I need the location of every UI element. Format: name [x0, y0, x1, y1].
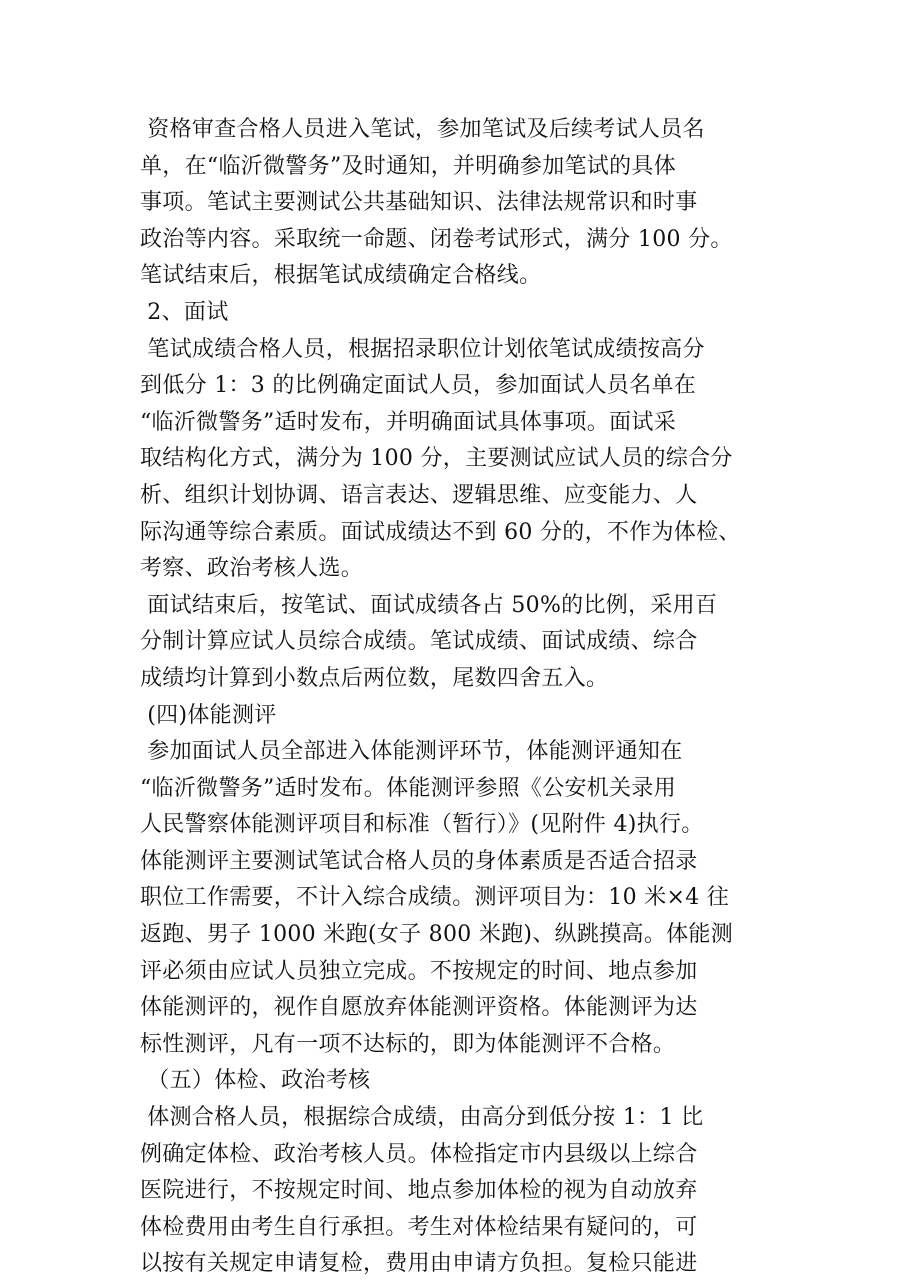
- paragraph-line: 体能测评主要测试笔试合格人员的身体素质是否适合招录: [140, 848, 698, 874]
- paragraph-line: 资格审查合格人员进入笔试，参加笔试及后续考试人员名: [140, 117, 705, 142]
- paragraph-line: “临沂微警务”适时发布。体能测评参照《公安机关录用: [140, 775, 676, 801]
- paragraph-line: 分制计算应试人员综合成绩。笔试成绩、面试成绩、综合: [140, 629, 698, 655]
- paragraph-line: 以按有关规定申请复检，费用由申请方负担。复检只能进: [140, 1251, 698, 1277]
- paragraph-line: 单，在“临沂微警务”及时通知，并明确参加笔试的具体: [140, 153, 676, 179]
- paragraph-line: 事项。笔试主要测试公共基础知识、法律法规常识和时事: [140, 190, 698, 216]
- paragraph-line: 人民警察体能测评项目和标准（暂行）》(见附件 4)执行。: [140, 812, 704, 838]
- paragraph-line: 到低分 1：3 的比例确定面试人员，参加面试人员名单在: [140, 373, 697, 399]
- section-heading-physical-exam: （五）体检、政治考核: [140, 1068, 371, 1094]
- paragraph-line: 医院进行，不按规定时间、地点参加体检的视为自动放弃: [140, 1178, 698, 1204]
- paragraph-line: 考察、政治考核人选。: [140, 556, 364, 582]
- paragraph-line: 返跑、男子 1000 米跑(女子 800 米跑)、纵跳摸高。体能测: [140, 922, 734, 948]
- paragraph-line: 职位工作需要，不计入综合成绩。测评项目为：10 米×4 往: [140, 885, 730, 911]
- paragraph-line: 笔试成绩合格人员，根据招录职位计划依笔试成绩按高分: [140, 336, 705, 362]
- paragraph-line: 体检费用由考生自行承担。考生对体检结果有疑问的，可: [140, 1214, 698, 1240]
- paragraph-line: 际沟通等综合素质。面试成绩达不到 60 分的，不作为体检、: [140, 519, 741, 545]
- paragraph-line: 取结构化方式，满分为 100 分，主要测试应试人员的综合分: [140, 446, 733, 472]
- paragraph-line: 参加面试人员全部进入体能测评环节，体能测评通知在: [140, 739, 683, 765]
- paragraph-line: 成绩均计算到小数点后两位数，尾数四舍五入。: [140, 665, 609, 691]
- paragraph-line: 析、组织计划协调、语言表达、逻辑思维、应变能力、人: [140, 482, 698, 508]
- document-body: [140, 112, 780, 1283]
- paragraph-line: 体能测评的，视作自愿放弃体能测评资格。体能测评为达: [140, 995, 698, 1021]
- paragraph-line: 例确定体检、政治考核人员。体检指定市内县级以上综合: [140, 1141, 698, 1167]
- section-heading-fitness-test: (四)体能测评: [140, 702, 277, 728]
- paragraph-line: 标性测评，凡有一项不达标的，即为体能测评不合格。: [140, 1031, 676, 1057]
- paragraph-line: 面试结束后，按笔试、面试成绩各占 50%的比例，采用百: [140, 592, 718, 618]
- paragraph-line: 体测合格人员，根据综合成绩，由高分到低分按 1：1 比: [140, 1105, 704, 1131]
- section-heading-interview: 2、面试: [140, 299, 229, 325]
- paragraph-line: 政治等内容。采取统一命题、闭卷考试形式，满分 100 分。: [140, 226, 733, 252]
- paragraph-line: 评必须由应试人员独立完成。不按规定的时间、地点参加: [140, 958, 698, 984]
- paragraph-line: “临沂微警务”适时发布，并明确面试具体事项。面试采: [140, 409, 676, 435]
- paragraph-line: 笔试结束后，根据笔试成绩确定合格线。: [140, 263, 542, 289]
